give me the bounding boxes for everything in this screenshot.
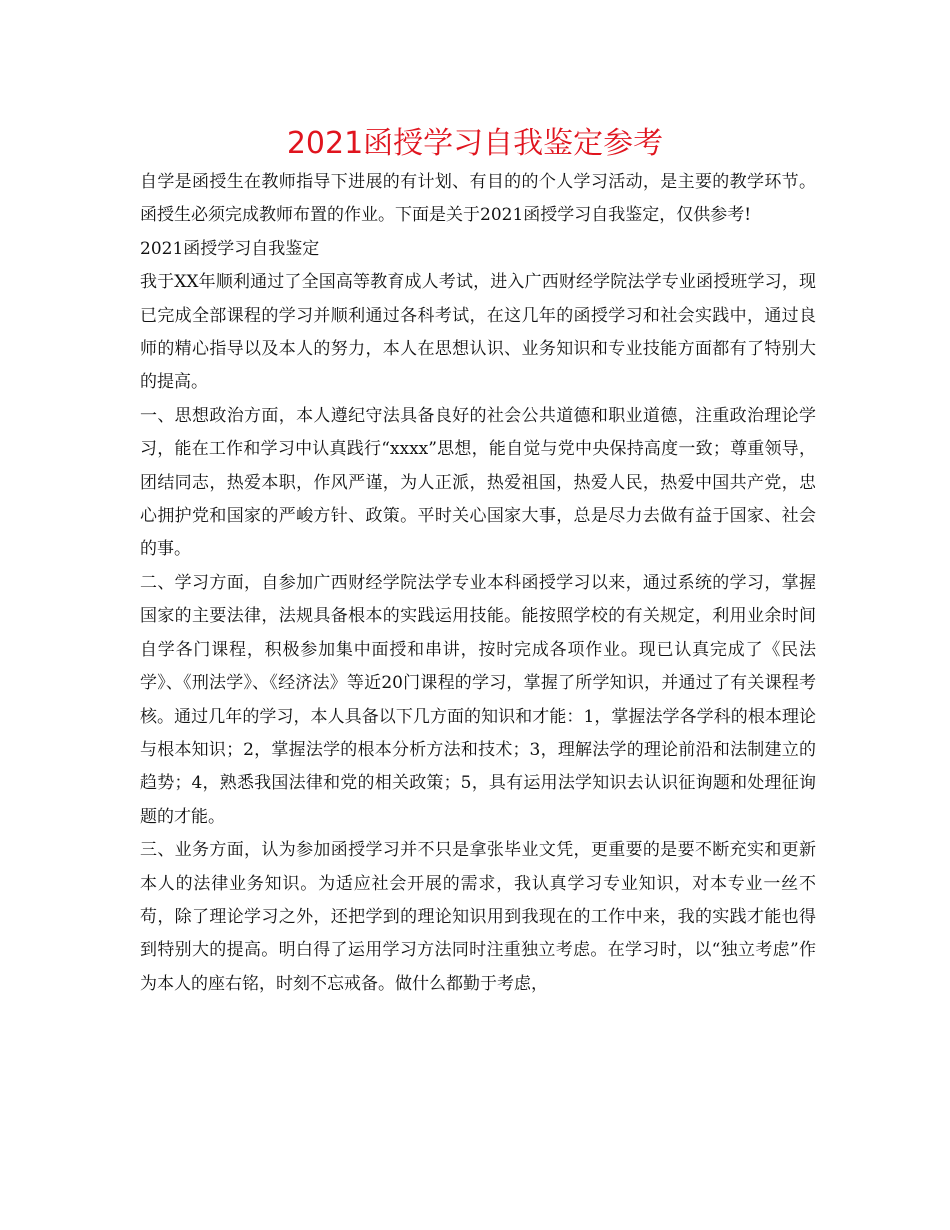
- study-paragraph: 二、学习方面，自参加广西财经学院法学专业本科函授学习以来，通过系统的学习，掌握国家的主要法律，法规具备根本的实践运用技能。能按照学校的有关规定，利用业余时间自学各门课程，积极参加集中面授和串讲，按时完成各项作业。现已认真完成了《民法学》、《刑法学》、《经济法》等近20门课程的学习，掌握了所学知识，并通过了有关课程考核。通过几年的学习，本人具备以下几方面的知识和才能：1，掌握法学各学科的根本理论与根本知识；2，掌握法学的根本分析方法和技术；3，理解法学的理论前沿和法制建立的趋势；4，熟悉我国法律和党的相关政策；5，具有运用法学知识去认识征询题和处理征询题的才能。: [140, 572, 816, 827]
- section-heading: 2021函授学习自我鉴定: [140, 238, 320, 259]
- document-body: [140, 166, 816, 1001]
- overview-paragraph: 我于XX年顺利通过了全国高等教育成人考试，进入广西财经学院法学专业函授班学习，现已完成全部课程的学习并顺利通过各科考试，在这几年的函授学习和社会实践中，通过良师的精心指导以及本人的努力，本人在思想认识、业务知识和专业技能方面都有了特别大的提高。: [140, 272, 816, 393]
- political-paragraph: 一、思想政治方面，本人遵纪守法具备良好的社会公共道德和职业道德，注重政治理论学习，能在工作和学习中认真践行“xxxx”思想，能自觉与党中央保持高度一致；尊重领导，团结同志，热爱本职，作风严谨，为人正派，热爱祖国，热爱人民，热爱中国共产党，忠心拥护党和国家的严峻方针、政策。平时关心国家大事，总是尽力去做有益于国家、社会的事。: [140, 405, 816, 560]
- intro-paragraph: 自学是函授生在教师指导下进展的有计划、有目的的个人学习活动，是主要的教学环节。函授生必须完成教师布置的作业。下面是关于2021函授学习自我鉴定，仅供参考!: [140, 172, 816, 226]
- work-paragraph: 三、业务方面，认为参加函授学习并不只是拿张毕业文凭，更重要的是要不断充实和更新本人的法律业务知识。为适应社会开展的需求，我认真学习专业知识，对本专业一丝不苟，除了理论学习之外，还把学到的理论知识用到我现在的工作中来，我的实践才能也得到特别大的提高。明白得了运用学习方法同时注重独立考虑。在学习时，以“独立考虑”作为本人的座右铭，时刻不忘戒备。做什么都勤于考虑，: [140, 840, 816, 994]
- document-title: 2021函授学习自我鉴定参考: [286, 126, 664, 161]
